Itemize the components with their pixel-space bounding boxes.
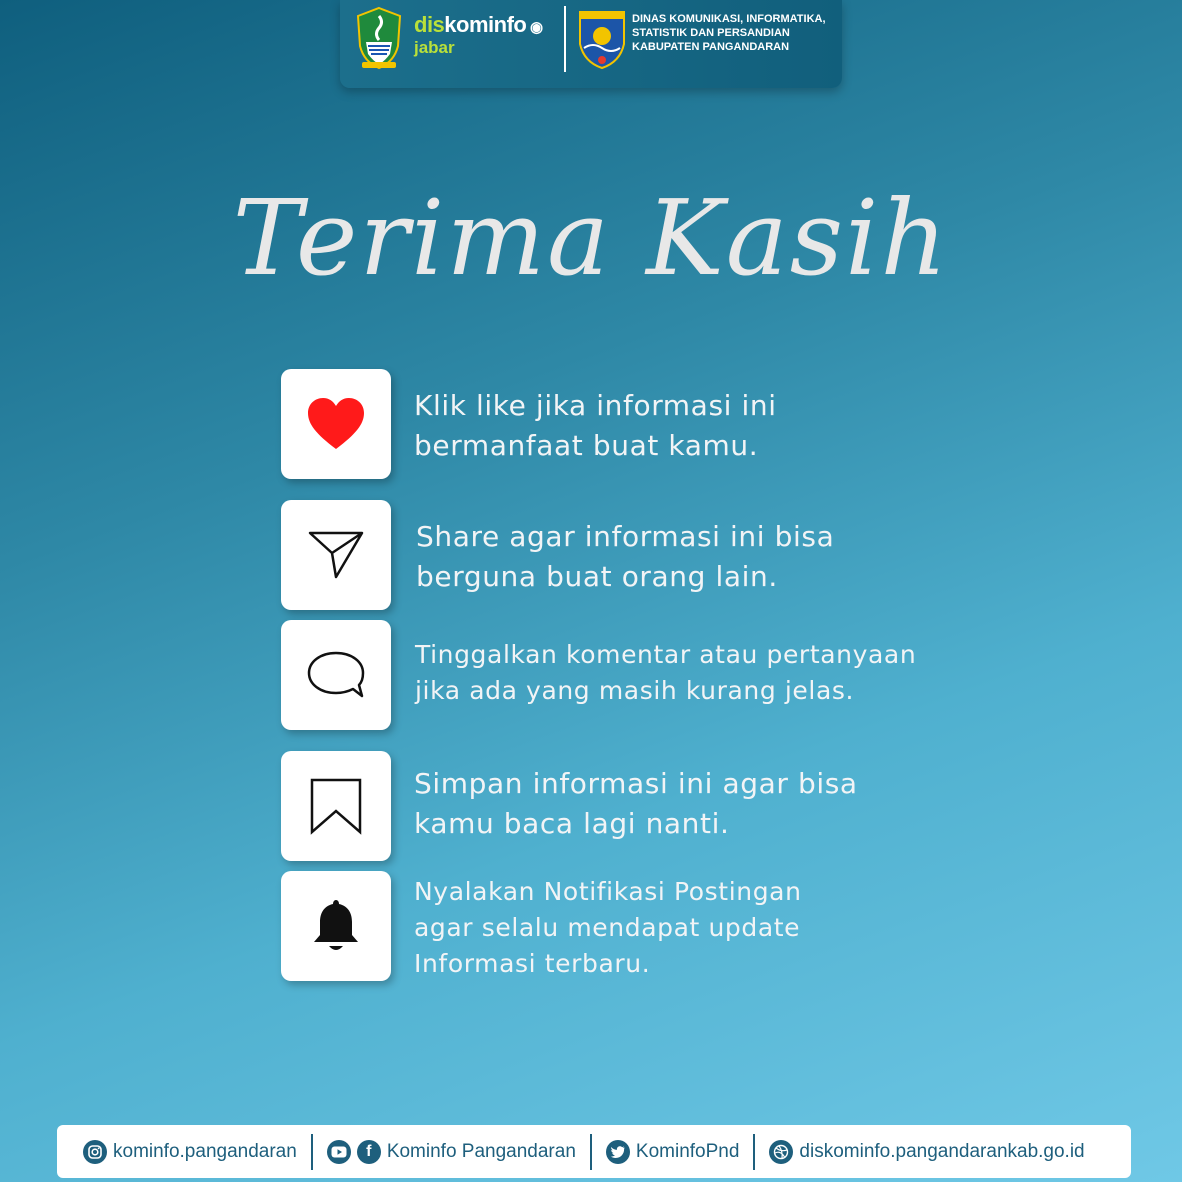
brand-dis: dis [414, 12, 445, 37]
dinas-name [632, 12, 837, 54]
pangandaran-emblem-logo [576, 6, 628, 70]
save-line-1: Simpan informasi ini agar bisa [414, 767, 858, 800]
dinas-line-3: KABUPATEN PANGANDARAN [632, 41, 790, 53]
youtube-icon [327, 1140, 351, 1164]
twitter-link[interactable] [606, 1125, 740, 1178]
share-instruction [416, 517, 834, 597]
save-instruction [414, 764, 858, 844]
youtube-facebook-link[interactable] [327, 1125, 576, 1178]
share-line-2: berguna buat orang lain. [416, 560, 778, 593]
header-banner [340, 0, 842, 88]
diskominfo-jabar-brand [414, 14, 543, 57]
bookmark-icon [309, 777, 363, 835]
comment-button[interactable] [281, 620, 391, 730]
dinas-line-1: DINAS KOMUNIKASI, INFORMATIKA, [632, 13, 826, 25]
notification-line-2: agar selalu mendapat update [414, 913, 801, 942]
like-button[interactable] [281, 369, 391, 479]
youtube-facebook-handle: Kominfo Pangandaran [386, 1140, 576, 1162]
west-java-crest-logo [354, 6, 404, 70]
facebook-icon: f [357, 1140, 381, 1164]
heart-icon [306, 396, 366, 452]
instagram-handle: kominfo.pangandaran [113, 1140, 297, 1162]
footer-social-bar [57, 1125, 1131, 1178]
footer-divider [753, 1134, 755, 1170]
dinas-line-2: STATISTIK DAN PERSANDIAN [632, 27, 790, 39]
save-line-2: kamu baca lagi nanti. [414, 807, 730, 840]
notification-line-1: Nyalakan Notifikasi Postingan [414, 877, 802, 906]
share-line-1: Share agar informasi ini bisa [416, 520, 835, 553]
header-divider [564, 6, 566, 72]
footer-divider [311, 1134, 313, 1170]
share-button[interactable] [281, 500, 391, 610]
comment-icon [306, 649, 366, 701]
notification-instruction [414, 874, 802, 982]
twitter-handle: KominfoPnd [635, 1140, 740, 1162]
comment-instruction [415, 637, 916, 709]
twitter-icon [606, 1140, 630, 1164]
globe-icon: ◉ [526, 19, 543, 36]
send-icon [308, 529, 364, 581]
like-line-1: Klik like jika informasi ini [414, 389, 777, 422]
website-link[interactable] [769, 1125, 1084, 1178]
website-url: diskominfo.pangandarankab.go.id [799, 1140, 1085, 1162]
footer-divider [590, 1134, 592, 1170]
dribbble-globe-icon [769, 1140, 793, 1164]
comment-line-1: Tinggalkan komentar atau pertanyaan [415, 640, 917, 669]
notification-line-3: Informasi terbaru. [414, 949, 651, 978]
comment-line-2: jika ada yang masih kurang jelas. [415, 676, 855, 705]
bell-icon [311, 897, 361, 955]
save-button[interactable] [281, 751, 391, 861]
instagram-icon [83, 1140, 107, 1164]
like-line-2: bermanfaat buat kamu. [414, 429, 759, 462]
notification-button[interactable] [281, 871, 391, 981]
instagram-link[interactable] [83, 1125, 297, 1178]
brand-jabar: jabar [414, 38, 455, 57]
page-title: Terima Kasih [232, 177, 950, 299]
brand-kominfo: kominfo [444, 12, 527, 37]
like-instruction [414, 386, 777, 466]
